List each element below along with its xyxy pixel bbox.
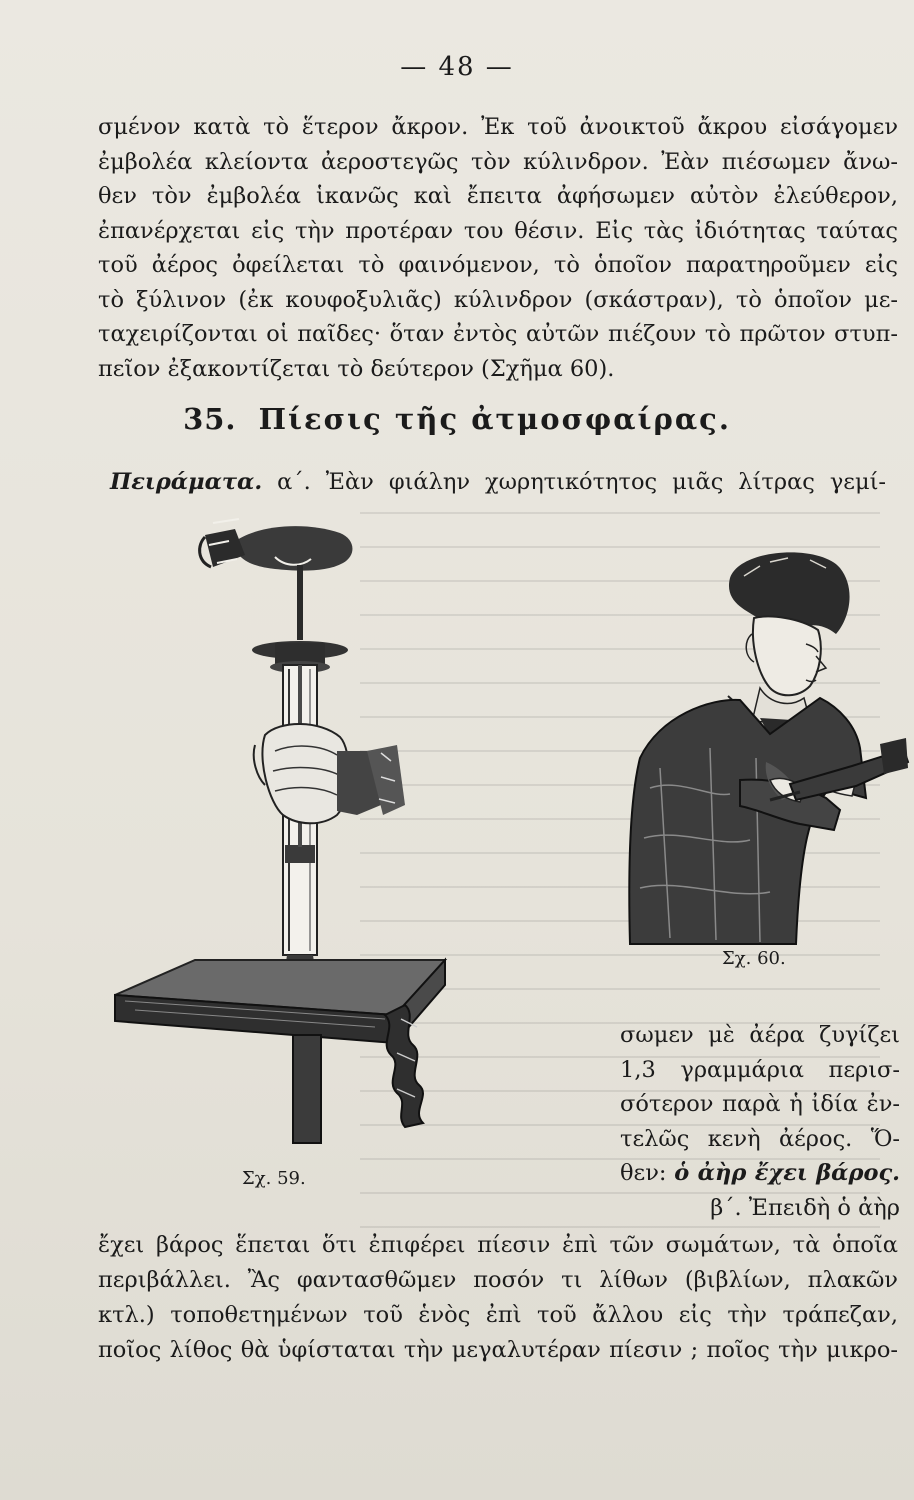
- piston-rod: [297, 565, 303, 640]
- figure-59-caption: Σχ. 59.: [242, 1168, 306, 1189]
- experiments-line: [110, 465, 886, 499]
- figure-60-caption: Σχ. 60.: [722, 948, 786, 969]
- side-line: β΄. Ἐπειδὴ ὁ ἀὴρ: [710, 1194, 900, 1221]
- section-heading: [0, 402, 914, 436]
- bottom-line: κτλ.) τοποθετημένων τοῦ ἑνὸς ἐπὶ τοῦ ἄλλου εἰς τὴν τράπεζαν,: [98, 1302, 898, 1328]
- paragraph-line: ταχειρίζονται οἱ παῖδες· ὅταν ἐντὸς αὐτῶν πιέζουν τὸ πρῶτον στυπ-: [98, 321, 898, 347]
- side-line: σότερον παρὰ ἡ ἰδία ἐν-: [620, 1091, 900, 1118]
- paragraph-line: πεῖον ἐξακοντίζεται τὸ δεύτερον (Σχῆμα 60).: [98, 355, 615, 382]
- experiment-a-text: α΄. Ἐὰν φιάλην χωρητικότητος μιᾶς λίτρας γεμί-: [277, 469, 887, 495]
- bottom-paragraph: [98, 1228, 898, 1368]
- figure-59-syringe-illustration: [105, 515, 455, 1155]
- grasping-hand-drawing: [254, 724, 405, 823]
- intro-paragraph: [98, 110, 898, 386]
- paragraph-line: τοῦ ἀέρος ὀφείλεται τὸ φαινόμενον, τὸ ὁποῖον παρατηροῦμεν εἰς: [98, 252, 898, 278]
- side-line: 1,3 γραμμάρια περισ-: [620, 1056, 900, 1083]
- section-title: Πίεσις τῆς ἀτμοσφαίρας.: [258, 402, 731, 436]
- paragraph-line: ἐμβολέα κλείοντα ἀεροστεγῶς τὸν κύλινδρον. Ἐὰν πιέσωμεν ἄνω-: [98, 148, 898, 175]
- side-line: σωμεν μὲ ἀέρα ζυγίζει: [620, 1022, 900, 1048]
- bottom-line: ἔχει βάρος ἕπεται ὅτι ἐπιφέρει πίεσιν ἐπὶ τῶν σωμάτων, τὰ ὁποῖα: [98, 1232, 898, 1258]
- paragraph-line: τὸ ξύλινον (ἐκ κουφοξυλιᾶς) κύλινδρον (σκάστραν), τὸ ὁποῖον με-: [98, 286, 898, 313]
- conclusion-prefix: θεν:: [620, 1160, 667, 1187]
- bottom-line: ποῖος λίθος θὰ ὑφίσταται τὴν μεγαλυτέραν πίεσιν ; ποῖος τὴν μικρο-: [98, 1337, 898, 1363]
- paragraph-line: θεν τὸν ἐμβολέα ἱκανῶς καὶ ἔπειτα ἀφήσωμεν αὐτὸν ἐλεύθερον,: [98, 183, 898, 209]
- side-line-conclusion: [620, 1156, 900, 1191]
- conclusion-emphasis: ὁ ἀὴρ ἔχει βάρος.: [674, 1160, 900, 1187]
- section-number: 35.: [183, 402, 237, 436]
- page-number: — 48 —: [400, 52, 514, 82]
- paragraph-line: ἐπανέρχεται εἰς τὴν προτέραν του θέσιν. Εἰς τὰς ἰδιότητας ταύτας: [98, 217, 898, 244]
- bottom-line: περιβάλλει. Ἂς φαντασθῶμεν ποσόν τι λίθων (βιβλίων, πλακῶν: [98, 1267, 898, 1293]
- paragraph-line: σμένον κατὰ τὸ ἕτερον ἄκρον. Ἐκ τοῦ ἀνοικτοῦ ἄκρου εἰσάγομεν: [98, 114, 898, 140]
- upper-hand-drawing: [200, 519, 353, 571]
- experiments-label: Πειράματα.: [110, 469, 263, 495]
- table-drawing: [115, 960, 445, 1143]
- side-line: τελῶς κενὴ ἀέρος. Ὅ-: [620, 1125, 900, 1152]
- side-column-text: [620, 1018, 900, 1226]
- figure-60-boy-illustration: [620, 548, 910, 948]
